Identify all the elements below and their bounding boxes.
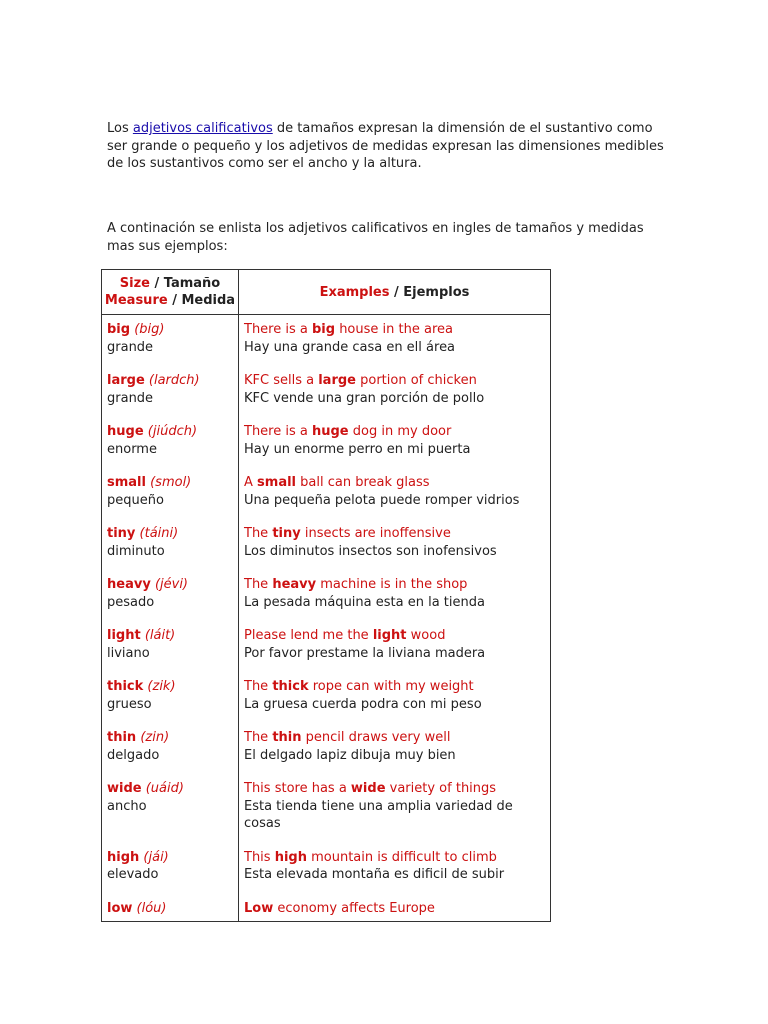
example-cell xyxy=(239,678,551,729)
table-row xyxy=(102,729,551,780)
example-post: variety of things xyxy=(385,781,497,796)
example-english xyxy=(244,526,451,541)
table-row xyxy=(102,372,551,423)
table-row xyxy=(102,627,551,678)
intro-paragraph-2: A continación se enlista los adjetivos calificativos en ingles de tamaños y medidas mas sus ejemplos: xyxy=(107,221,644,254)
table-row xyxy=(102,315,551,373)
table-row xyxy=(102,900,551,922)
example-pre: There is a xyxy=(244,322,312,337)
example-pre: This xyxy=(244,849,275,865)
header-slash-3: / xyxy=(389,284,404,300)
spanish-translation: delgado xyxy=(107,747,160,763)
example-pre: The xyxy=(244,679,273,694)
example-spanish: Esta elevada montaña es dificil de subir xyxy=(244,867,505,882)
example-english xyxy=(244,730,450,745)
example-word: thick xyxy=(272,679,309,694)
example-post: economy affects Europe xyxy=(273,900,435,916)
example-pre: The xyxy=(244,526,273,541)
example-word: heavy xyxy=(272,577,317,592)
word-cell xyxy=(102,525,239,576)
example-spanish: KFC vende una gran porción de pollo xyxy=(244,390,485,406)
example-post: dog in my door xyxy=(348,424,452,439)
intro-paragraph xyxy=(107,120,667,173)
word-cell xyxy=(102,900,239,922)
example-word: thin xyxy=(272,730,302,745)
pronunciation: (láit) xyxy=(144,628,176,643)
example-english xyxy=(244,424,451,439)
example-word: big xyxy=(311,322,336,337)
spanish-translation: enorme xyxy=(107,441,157,457)
example-cell xyxy=(239,849,551,900)
table-row xyxy=(102,849,551,900)
english-word: thin xyxy=(107,730,137,745)
english-word: low xyxy=(107,900,133,916)
table-row xyxy=(102,474,551,525)
pronunciation: (uáid) xyxy=(145,781,184,796)
table-row xyxy=(102,780,551,849)
header-slash-1: / xyxy=(149,276,164,291)
example-english xyxy=(244,781,496,796)
table-row xyxy=(102,576,551,627)
example-post: pencil draws very well xyxy=(301,730,451,745)
example-word: light xyxy=(372,628,407,643)
header-ejemplos: Ejemplos xyxy=(403,284,470,300)
spanish-translation: diminuto xyxy=(107,543,165,559)
english-word: tiny xyxy=(107,526,136,541)
header-examples xyxy=(239,270,551,315)
intro-text: de tamaños expresan la dimensión de el sustantivo como ser grande o pequeño y los adjetivos de medidas expresan las dimensiones medibles de los sustantivos como ser el ancho y la altura. xyxy=(107,121,664,171)
table-row xyxy=(102,525,551,576)
english-word: heavy xyxy=(107,577,151,592)
spanish-translation: pesado xyxy=(107,594,155,610)
example-english xyxy=(244,901,435,916)
pronunciation: (jévi) xyxy=(154,577,188,592)
header-slash-2: / xyxy=(167,293,182,308)
adjetivos-calificativos-link[interactable]: adjetivos calificativos xyxy=(132,121,273,136)
example-post: ball can break glass xyxy=(296,475,430,490)
header-examples-en: Examples xyxy=(319,284,390,300)
example-post: wood xyxy=(406,628,446,643)
spanish-translation: grande xyxy=(107,390,154,406)
example-cell xyxy=(239,900,551,922)
pronunciation: (lardch) xyxy=(148,373,200,388)
pronunciation: (zin) xyxy=(140,730,170,745)
example-word: huge xyxy=(311,424,349,439)
example-post: rope can with my weight xyxy=(308,679,474,694)
example-cell xyxy=(239,627,551,678)
example-english xyxy=(244,475,430,490)
table-row xyxy=(102,678,551,729)
header-measure: Measure xyxy=(104,293,168,308)
example-spanish: La gruesa cuerda podra con mi peso xyxy=(244,696,482,712)
pronunciation: (táini) xyxy=(139,526,179,541)
example-word: large xyxy=(318,373,356,388)
example-english xyxy=(244,373,477,388)
pronunciation: (jái) xyxy=(143,849,169,865)
spanish-translation: grande xyxy=(107,339,154,355)
english-word: thick xyxy=(107,679,144,694)
pronunciation: (lóu) xyxy=(136,900,167,916)
example-english xyxy=(244,577,467,592)
spanish-translation: liviano xyxy=(107,645,150,661)
example-pre: Please lend me the xyxy=(244,628,373,643)
example-word: small xyxy=(257,475,296,490)
table-body xyxy=(102,315,551,922)
intro-prefix: Los xyxy=(107,121,133,136)
spanish-translation: grueso xyxy=(107,696,152,712)
example-cell xyxy=(239,423,551,474)
english-word: small xyxy=(107,475,146,490)
example-english xyxy=(244,850,497,865)
example-english xyxy=(244,322,453,337)
example-spanish: Por favor prestame la liviana madera xyxy=(244,645,486,661)
example-english xyxy=(244,679,474,694)
example-spanish: El delgado lapiz dibuja muy bien xyxy=(244,747,456,763)
english-word: big xyxy=(107,322,131,337)
word-cell xyxy=(102,678,239,729)
word-cell xyxy=(102,849,239,900)
example-pre: This store has a xyxy=(244,781,351,796)
example-pre: The xyxy=(244,577,273,592)
example-post: portion of chicken xyxy=(355,373,477,388)
pronunciation: (jiúdch) xyxy=(147,424,198,439)
pronunciation: (zik) xyxy=(147,679,176,694)
example-spanish: La pesada máquina esta en la tienda xyxy=(244,594,485,610)
example-spanish: Hay una grande casa en ell área xyxy=(244,339,456,355)
example-post: house in the area xyxy=(335,322,453,337)
english-word: large xyxy=(107,373,145,388)
example-cell xyxy=(239,474,551,525)
word-cell xyxy=(102,423,239,474)
table-row xyxy=(102,423,551,474)
english-word: high xyxy=(107,849,140,865)
english-word: light xyxy=(107,628,141,643)
english-word: wide xyxy=(107,781,142,796)
example-word: wide xyxy=(350,781,386,796)
example-english xyxy=(244,628,445,643)
example-spanish: Esta tienda tiene una amplia variedad de cosas xyxy=(244,798,513,831)
word-cell xyxy=(102,372,239,423)
pronunciation: (big) xyxy=(134,322,165,337)
example-cell xyxy=(239,780,551,849)
example-cell xyxy=(239,729,551,780)
example-spanish: Los diminutos insectos son inofensivos xyxy=(244,543,497,559)
spanish-translation: pequeño xyxy=(107,492,164,508)
table-header-row xyxy=(102,270,551,315)
example-pre: KFC sells a xyxy=(244,373,319,388)
example-post: mountain is difficult to climb xyxy=(306,849,497,865)
example-word: high xyxy=(274,849,307,865)
word-cell xyxy=(102,474,239,525)
example-spanish: Hay un enorme perro en mi puerta xyxy=(244,441,471,457)
example-cell xyxy=(239,525,551,576)
adjectives-table xyxy=(101,269,551,922)
example-cell xyxy=(239,576,551,627)
spanish-translation: elevado xyxy=(107,867,159,882)
header-medida: Medida xyxy=(181,293,236,308)
example-pre: There is a xyxy=(244,424,312,439)
example-word: Low xyxy=(244,900,274,916)
pronunciation: (smol) xyxy=(150,475,192,490)
example-post: machine is in the shop xyxy=(316,577,468,592)
word-cell xyxy=(102,315,239,373)
word-cell xyxy=(102,576,239,627)
english-word: huge xyxy=(107,424,144,439)
word-cell xyxy=(102,729,239,780)
example-spanish: Una pequeña pelota puede romper vidrios xyxy=(244,492,520,508)
header-size-measure xyxy=(102,270,239,315)
example-cell xyxy=(239,315,551,373)
example-pre: A xyxy=(244,475,258,490)
example-post: insects are inoffensive xyxy=(300,526,451,541)
example-cell xyxy=(239,372,551,423)
word-cell xyxy=(102,780,239,849)
header-size: Size xyxy=(119,276,150,291)
example-word: tiny xyxy=(272,526,301,541)
header-tamano: Tamaño xyxy=(163,276,221,291)
spanish-translation: ancho xyxy=(107,798,147,814)
word-cell xyxy=(102,627,239,678)
example-pre: The xyxy=(244,730,273,745)
